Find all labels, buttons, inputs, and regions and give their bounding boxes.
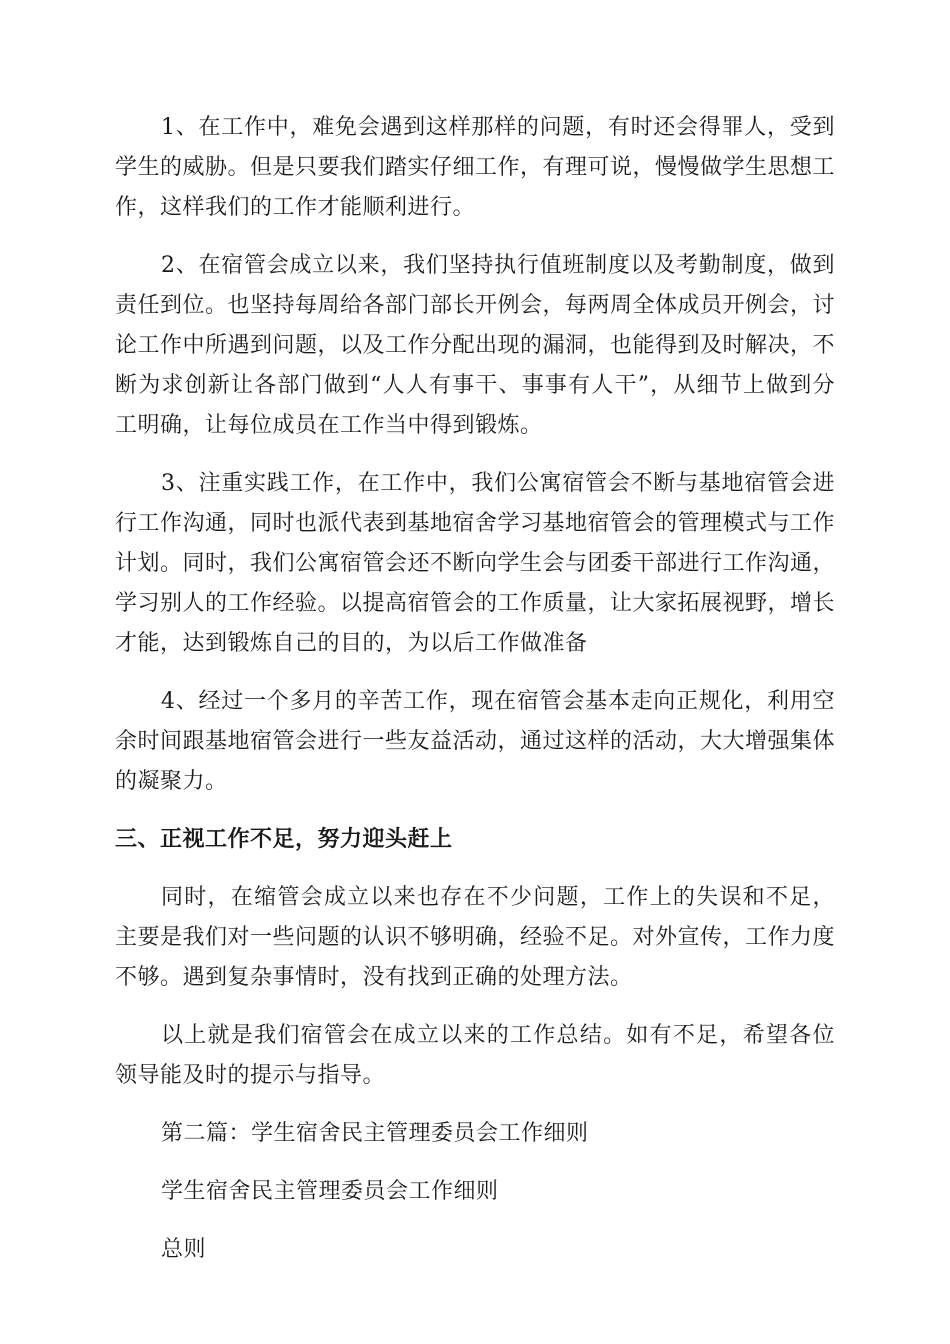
document-title: 学生宿舍民主管理委员会工作细则: [161, 1179, 499, 1204]
paragraph-2: 2、在宿管会成立以来，我们坚持执行值班制度以及考勤制度，做到责任到位。也坚持每周给各部门部长开例会，每两周全体成员开例会，讨论工作中所遇到问题，以及工作分配出现的漏洞，也能得到及时解决，不断为求创新让各部门做到“人人有事干、事事有人干”，从细节上做到分工明确，让每位成员在工作当中得到锻炼。: [115, 253, 836, 438]
section-paragraph-2: 以上就是我们宿管会在成立以来的工作总结。如有不足，希望各位领导能及时的提示与指导。: [115, 1023, 835, 1088]
chapter-title: 第二篇：学生宿舍民主管理委员会工作细则: [161, 1121, 589, 1146]
general-provisions-heading: 总则: [161, 1237, 207, 1262]
paragraph-3: 3、注重实践工作，在工作中，我们公寓宿管会不断与基地宿管会进行工作沟通，同时也派代表到基地宿舍学习基地宿管会的管理模式与工作计划。同时，我们公寓宿管会还不断向学生会与团委干部进行工作沟通，学习别人的工作经验。以提高宿管会的工作质量，让大家拓展视野，增长才能，达到锻炼自己的目的，为以后工作做准备: [115, 471, 836, 656]
section-paragraph-1: 同时，在缩管会成立以来也存在不少问题，工作上的失误和不足，主要是我们对一些问题的认识不够明确，经验不足。对外宣传，工作力度不够。遇到复杂事情时，没有找到正确的处理方法。: [115, 885, 836, 990]
section-heading: 三、正视工作不足，努力迎头赶上: [115, 827, 453, 852]
paragraph-1: 1、在工作中，难免会遇到这样那样的问题，有时还会得罪人，受到学生的威胁。但是只要我们踏实仔细工作，有理可说，慢慢做学生思想工作，这样我们的工作才能顺利进行。: [115, 115, 836, 220]
document-body: [115, 108, 835, 1288]
paragraph-4: 4、经过一个多月的辛苦工作，现在宿管会基本走向正规化，利用空余时间跟基地宿管会进行一些友益活动，通过这样的活动，大大增强集体的凝聚力。: [115, 689, 836, 794]
